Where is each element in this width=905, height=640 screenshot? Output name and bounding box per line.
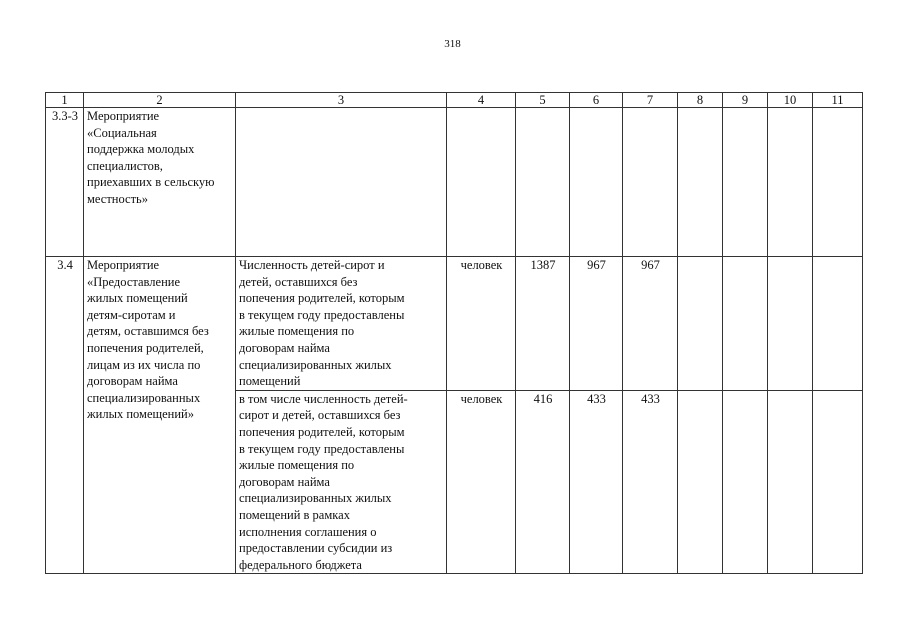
- column-header: 2: [84, 93, 236, 108]
- value-cell: 967: [623, 257, 678, 391]
- value-cell: [678, 390, 723, 574]
- value-cell: [516, 108, 570, 257]
- value-cell: 433: [623, 390, 678, 574]
- value-cell: [768, 108, 813, 257]
- value-cell: [678, 257, 723, 391]
- event-name: Мероприятие «Предоставление жилых помещений детям-сиротам и детям, оставшимся без попечения родителей, лицам из их числа по договорам найма специализированных жилых помещений»: [84, 257, 236, 574]
- table-row: [46, 108, 863, 257]
- value-cell: [723, 257, 768, 391]
- indicators-table: [45, 92, 863, 574]
- value-cell: 1387: [516, 257, 570, 391]
- column-header: 5: [516, 93, 570, 108]
- value-cell: [813, 390, 863, 574]
- column-header: 9: [723, 93, 768, 108]
- indicator-text: Численность детей-сирот и детей, оставшихся без попечения родителей, которым в текущем году предоставлены жилые помещения по договорам найма специализированных жилых помещений: [236, 257, 447, 391]
- value-cell: [768, 390, 813, 574]
- indicator-text: в том числе численность детей- сирот и детей, оставшихся без попечения родителей, которым в текущем году предоставлены жилые помещения по договорам найма специализированных жилых помещений в рамках исполнения соглашения о предоставлении субсидии из федерального бюджета: [236, 390, 447, 574]
- value-cell: 967: [570, 257, 623, 391]
- row-number: 3.4: [46, 257, 84, 574]
- value-cell: [813, 257, 863, 391]
- unit-cell: человек: [447, 257, 516, 391]
- column-header: 3: [236, 93, 447, 108]
- event-name: Мероприятие «Социальная поддержка молодых специалистов, приехавших в сельскую местность»: [84, 108, 236, 257]
- unit-cell: [447, 108, 516, 257]
- value-cell: [623, 108, 678, 257]
- column-header: 7: [623, 93, 678, 108]
- value-cell: 433: [570, 390, 623, 574]
- column-number-row: [46, 93, 863, 108]
- value-cell: [570, 108, 623, 257]
- column-header: 8: [678, 93, 723, 108]
- value-cell: [678, 108, 723, 257]
- unit-cell: человек: [447, 390, 516, 574]
- column-header: 10: [768, 93, 813, 108]
- value-cell: [723, 108, 768, 257]
- column-header: 11: [813, 93, 863, 108]
- value-cell: [768, 257, 813, 391]
- column-header: 1: [46, 93, 84, 108]
- value-cell: 416: [516, 390, 570, 574]
- column-header: 6: [570, 93, 623, 108]
- page-number: 318: [444, 38, 461, 50]
- indicator-cell: [236, 108, 447, 257]
- row-number: 3.3-3: [46, 108, 84, 257]
- value-cell: [723, 390, 768, 574]
- value-cell: [813, 108, 863, 257]
- table-row: [46, 257, 863, 391]
- column-header: 4: [447, 93, 516, 108]
